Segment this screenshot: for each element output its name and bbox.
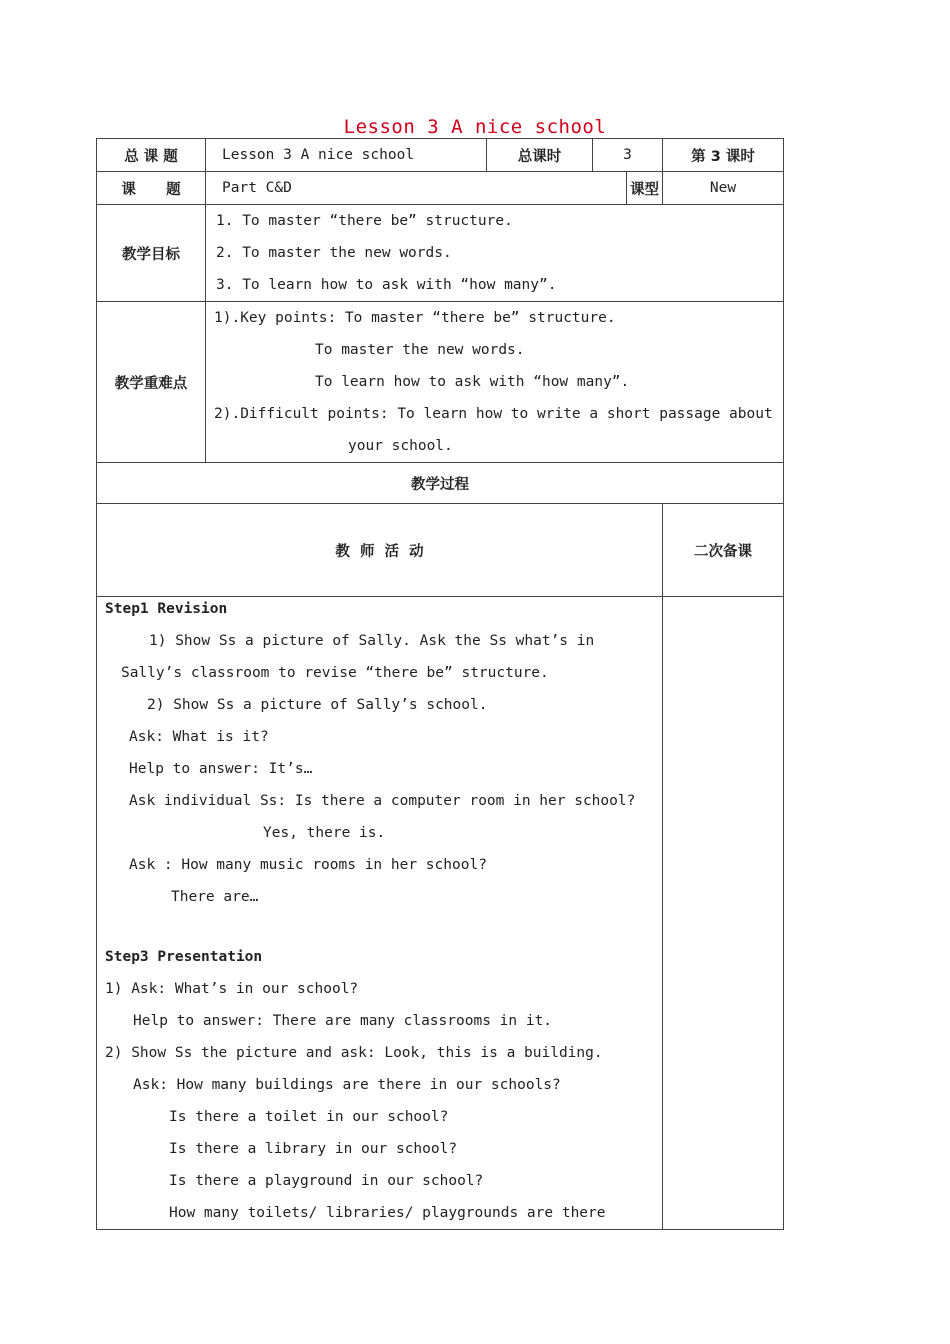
lesson-plan-table <box>96 138 784 1230</box>
total-topic-value: Lesson 3 A nice school <box>206 139 487 172</box>
step1-line: 2) Show Ss a picture of Sally’s school. <box>147 697 488 713</box>
step3-line: 2) Show Ss the picture and ask: Look, this is a building. <box>105 1045 603 1061</box>
total-hours-value: 3 <box>593 139 663 172</box>
objective-item: 3. To learn how to ask with “how many”. <box>216 277 557 293</box>
type-value: New <box>663 172 784 205</box>
type-label: 课型 <box>627 172 663 205</box>
objective-item: 2. To master the new words. <box>216 245 452 261</box>
objective-item: 1. To master “there be” structure. <box>216 213 513 229</box>
step3-line: Is there a toilet in our school? <box>169 1109 449 1125</box>
step1-line: Ask : How many music rooms in her school? <box>129 857 487 873</box>
step3-line: Is there a playground in our school? <box>169 1173 484 1189</box>
topic-label: 课 题 <box>97 172 206 205</box>
step1-title: Step1 Revision <box>105 601 228 617</box>
step3-line: Ask: How many buildings are there in our schools? <box>133 1077 561 1093</box>
key-point-line: To master the new words. <box>315 342 525 358</box>
key-points-content <box>206 302 784 463</box>
key-point-line: your school. <box>348 438 453 454</box>
step1-line: Yes, there is. <box>263 825 386 841</box>
second-prep-content <box>663 597 784 1230</box>
teacher-activity-content <box>97 597 663 1230</box>
objectives-list <box>206 205 784 302</box>
second-prep-header: 二次备课 <box>663 504 784 597</box>
document-title: Lesson 3 A nice school <box>343 116 607 138</box>
key-points-label: 教学重难点 <box>97 302 206 463</box>
teacher-activity-header: 教 师 活 动 <box>97 504 663 597</box>
step1-line: Ask individual Ss: Is there a computer room in her school? <box>129 793 636 809</box>
step1-line: Sally’s classroom to revise “there be” structure. <box>121 665 549 681</box>
objectives-label: 教学目标 <box>97 205 206 302</box>
step1-line: Help to answer: It’s… <box>129 761 313 777</box>
step3-line: 1) Ask: What’s in our school? <box>105 981 359 997</box>
total-topic-label: 总 课 题 <box>97 139 206 172</box>
step3-title: Step3 Presentation <box>105 949 263 965</box>
key-point-line: To learn how to ask with “how many”. <box>315 374 630 390</box>
process-label: 教学过程 <box>97 463 784 504</box>
step3-line: Is there a library in our school? <box>169 1141 458 1157</box>
step1-line: 1) Show Ss a picture of Sally. Ask the Ss what’s in <box>149 633 595 649</box>
period-label: 第 3 课时 <box>663 139 784 172</box>
step3-line: How many toilets/ libraries/ playgrounds are there <box>169 1205 606 1221</box>
total-hours-label: 总课时 <box>487 139 593 172</box>
step1-line: Ask: What is it? <box>129 729 269 745</box>
step1-line: There are… <box>171 889 259 905</box>
key-point-line: 1).Key points: To master “there be” structure. <box>214 310 616 326</box>
step3-line: Help to answer: There are many classrooms in it. <box>133 1013 553 1029</box>
key-point-line: 2).Difficult points: To learn how to write a short passage about <box>214 406 773 422</box>
topic-value: Part C&D <box>206 172 627 205</box>
